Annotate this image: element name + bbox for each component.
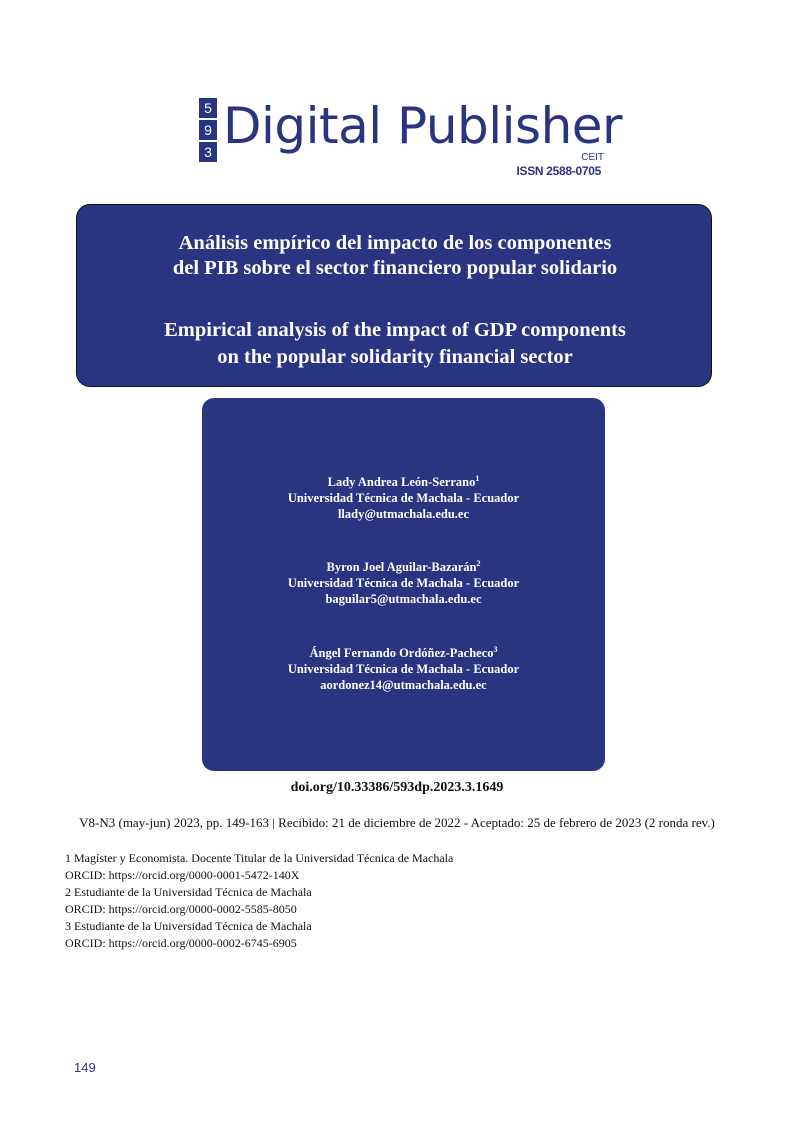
footnotes — [65, 850, 453, 952]
author-block — [202, 559, 605, 607]
footnote-line: 2 Estudiante de la Universidad Técnica de Machala — [65, 885, 312, 899]
logo-issn: ISSN 2588-0705 — [516, 164, 601, 178]
author-affiliation: Universidad Técnica de Machala - Ecuador — [287, 491, 520, 505]
author-email: baguilar5@utmachala.edu.ec — [325, 592, 482, 606]
logo-digit: 9 — [199, 120, 217, 140]
author-name: Lady Andrea León-Serrano$^1$ — [327, 474, 480, 489]
logo-ceit: CEIT — [581, 152, 604, 163]
author-name: Byron Joel Aguilar-Bazarán$^2$ — [326, 559, 481, 574]
doi-link[interactable]: doi.org/10.33386/593dp.2023.3.1649 — [290, 780, 504, 795]
journal-logo — [199, 97, 623, 178]
author-affiliation: Universidad Técnica de Machala - Ecuador — [287, 662, 520, 676]
authors-box — [202, 398, 605, 771]
author-block — [202, 474, 605, 522]
author-block — [202, 645, 605, 693]
volume-info: V8-N3 (may-jun) 2023, pp. 149-163 | Recibido: 21 de diciembre de 2022 - Aceptado: 25 de febrero de 2023 (2 ronda rev.) — [79, 815, 715, 830]
title-en-line-1: Empirical analysis of the impact of GDP components — [164, 319, 626, 341]
author-email: aordonez14@utmachala.edu.ec — [320, 678, 487, 692]
logo-digit: 5 — [199, 98, 217, 118]
title-es-line-2: del PIB sobre el sector financiero popular solidario — [172, 257, 618, 279]
logo-digits — [199, 98, 217, 164]
title-box — [76, 204, 712, 387]
logo-digit: 3 — [199, 142, 217, 162]
footnote-line: 1 Magíster y Economista. Docente Titular de la Universidad Técnica de Machala — [65, 851, 454, 865]
title-es-line-1: Análisis empírico del impacto de los componentes — [178, 232, 612, 254]
footnote-orcid[interactable]: ORCID: https://orcid.org/0000-0002-5585-8050 — [65, 902, 297, 916]
logo-wordmark: Digital Publisher — [223, 97, 623, 155]
title-en-line-2: on the popular solidarity financial sector — [217, 346, 573, 368]
author-email: llady@utmachala.edu.ec — [337, 507, 470, 521]
footnote-orcid[interactable]: ORCID: https://orcid.org/0000-0002-6745-6905 — [65, 936, 297, 950]
author-name: Ángel Fernando Ordóñez-Pacheco$^3$ — [309, 645, 498, 660]
author-affiliation: Universidad Técnica de Machala - Ecuador — [287, 576, 520, 590]
footnote-orcid[interactable]: ORCID: https://orcid.org/0000-0001-5472-140X — [65, 868, 300, 882]
page-number: 149 — [74, 1060, 96, 1075]
footnote-line: 3 Estudiante de la Universidad Técnica de Machala — [65, 919, 312, 933]
